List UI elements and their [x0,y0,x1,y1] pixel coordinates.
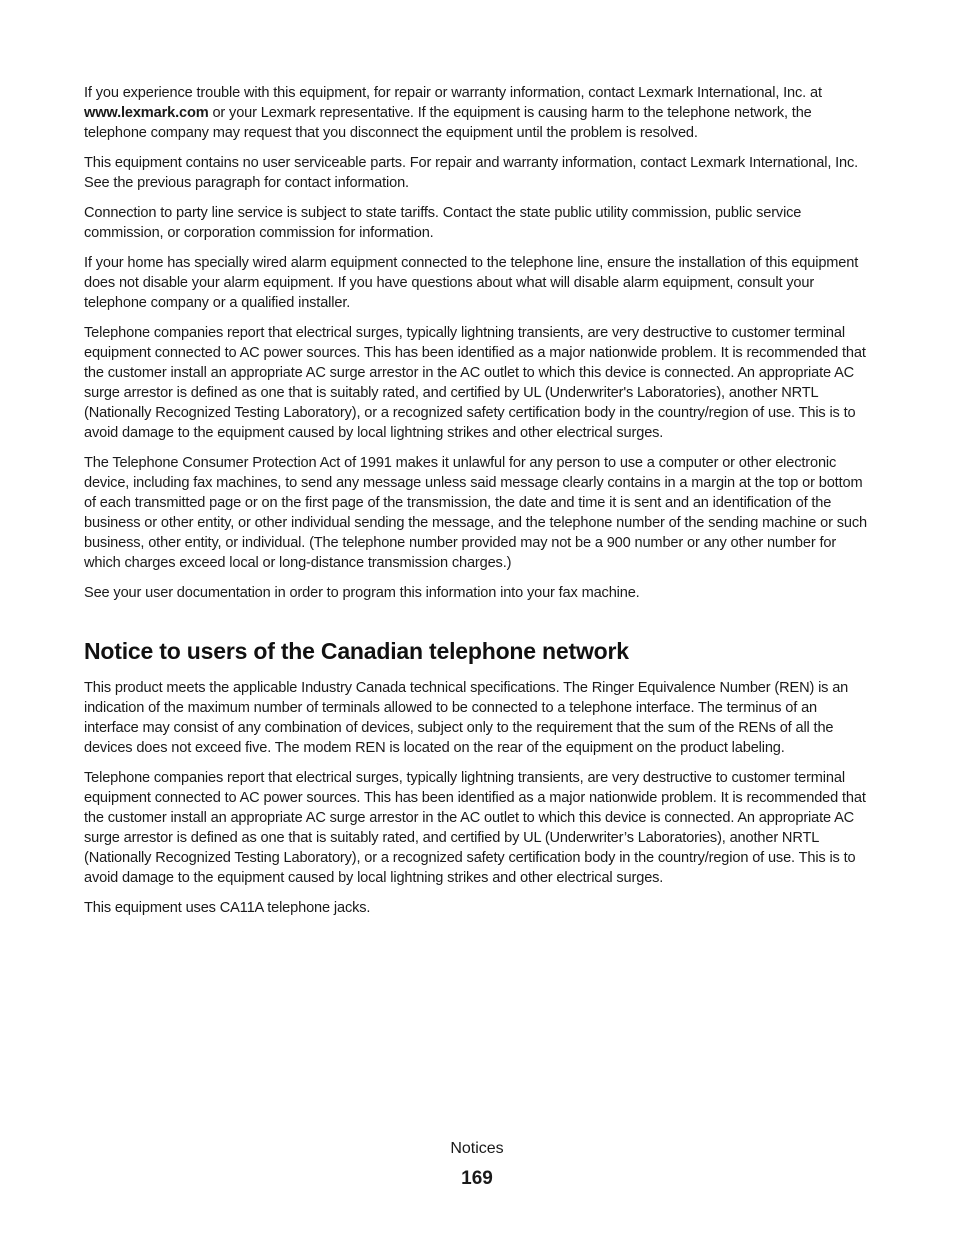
paragraph-consumer-protection-act: The Telephone Consumer Protection Act of 1991 makes it unlawful for any person to use a computer or other electronic device, including fax machines, to send any message unless said message clearly contains in a margin at the top or bottom of each transmitted page or on the first page of the transmission, the date and time it is sent and an identification of the business or other entity, or other individual sending the message, and the telephone number of the sending machine or such business, other entity, or individual. (The telephone number provided may not be a 900 number or any other number for which charges exceed local or long-distance transmission charges.) [84,455,867,571]
page-footer [0,1138,954,1192]
document-body [84,83,872,928]
paragraph-alarm-equipment: If your home has specially wired alarm equipment connected to the telephone line, ensure the installation of this equipment does not disable your alarm equipment. If you have questions about what will disable alarm equipment, consult your telephone company or a qualified installer. [84,255,859,311]
footer-section-name: Notices [450,1140,504,1157]
paragraph-repair-contact [84,83,872,143]
lexmark-website-link[interactable]: www.lexmark.com [84,105,209,121]
paragraph-text: or your Lexmark representative. If the equipment is causing harm to the telephone network, the telephone company may request that you disconnect the equipment until the problem is resolved. [84,105,812,141]
paragraph-party-line: Connection to party line service is subject to state tariffs. Contact the state public utility commission, public service commission, or corporation commission for information. [84,205,802,241]
paragraph-electrical-surges-canada: Telephone companies report that electrical surges, typically lightning transients, are very destructive to customer terminal equipment connected to AC power sources. This has been identified as a major nationwide problem. It is recommended that the customer install an appropriate AC surge arrestor in the AC outlet to which this device is connected. An appropriate AC surge arrestor is defined as one that is suitably rated, and certified by UL (Underwriter’s Laboratories), another NRTL (Nationally Recognized Testing Laboratory), or a recognized safety certification body in the country/region of use. This is to avoid damage to the equipment caused by local lightning strikes and other electrical surges. [84,770,866,886]
paragraph-serviceable-parts: This equipment contains no user serviceable parts. For repair and warranty information, contact Lexmark International, Inc. See the previous paragraph for contact information. [84,155,859,191]
paragraph-text: If you experience trouble with this equipment, for repair or warranty information, contact Lexmark International, Inc. at [84,85,822,101]
paragraph-telephone-jacks: This equipment uses CA11A telephone jacks. [84,900,371,916]
paragraph-user-documentation: See your user documentation in order to program this information into your fax machine. [84,585,640,601]
page-number: 169 [461,1168,493,1189]
section-heading-canadian-network: Notice to users of the Canadian telephone network [84,638,629,664]
paragraph-electrical-surges: Telephone companies report that electrical surges, typically lightning transients, are very destructive to customer terminal equipment connected to AC power sources. This has been identified as a major nationwide problem. It is recommended that the customer install an appropriate AC surge arrestor in the AC outlet to which this device is connected. An appropriate AC surge arrestor is defined as one that is suitably rated, and certified by UL (Underwriter's Laboratories), another NRTL (Nationally Recognized Testing Laboratory), or a recognized safety certification body in the country/region of use. This is to avoid damage to the equipment caused by local lightning strikes and other electrical surges. [84,325,866,441]
paragraph-industry-canada: This product meets the applicable Industry Canada technical specifications. The Ringer Equivalence Number (REN) is an indication of the maximum number of terminals allowed to be connected to a telephone interface. The terminus of an interface may consist of any combination of devices, subject only to the requirement that the sum of the RENs of all the devices does not exceed five. The modem REN is located on the rear of the equipment on the product labeling. [84,680,849,756]
